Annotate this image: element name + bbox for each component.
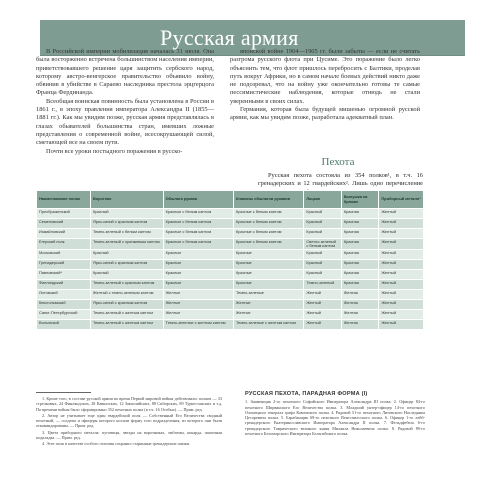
column-header: Лацкан bbox=[304, 191, 342, 209]
table-cell: Желтый bbox=[379, 290, 424, 300]
table-cell: Желтые bbox=[163, 290, 233, 300]
table-cell: Темно-зеленый с желтым кантом bbox=[90, 320, 163, 330]
table-cell: Финляндский bbox=[37, 280, 91, 290]
table-cell: Красная bbox=[341, 260, 379, 270]
footnote: 2. Автор не учитывает еще один гвардейский полк — Собственный Его Величества сводный пехотный, — солдаты и офицеры которого носили форму того подразделения, из которого они были откомандированы. — Прим. ред. bbox=[36, 412, 222, 429]
table-row bbox=[37, 239, 424, 250]
table-cell: Светло-зеленый с белым кантом bbox=[304, 239, 342, 250]
table-row bbox=[37, 250, 424, 260]
table-cell: Желтый bbox=[379, 300, 424, 310]
table-cell: Желтый bbox=[304, 310, 342, 320]
table-cell: Желтый bbox=[379, 260, 424, 270]
table-cell: Красный bbox=[90, 270, 163, 280]
table-cell: Желтый bbox=[379, 239, 424, 250]
table-cell: Санкт-Петербургский bbox=[37, 310, 91, 320]
table-cell: Темно-зеленый с красным кантом bbox=[90, 280, 163, 290]
table-cell: Желтый bbox=[379, 219, 424, 229]
table-row bbox=[37, 290, 424, 300]
table-cell: Темно-зеленый bbox=[304, 280, 342, 290]
section-heading: Пехота bbox=[321, 156, 355, 168]
page-title: Русская армия bbox=[160, 25, 299, 50]
table-cell: Желтая bbox=[341, 300, 379, 310]
table-cell: Ярко-синий с красным кантом bbox=[90, 260, 163, 270]
table-cell: Желтые bbox=[163, 300, 233, 310]
table-cell: Красный bbox=[304, 229, 342, 239]
table-cell: Темно-зеленые с желтым кантом bbox=[234, 320, 304, 330]
table-cell: Желтые bbox=[163, 310, 233, 320]
table-row bbox=[37, 300, 424, 310]
table-cell: Красные bbox=[163, 270, 233, 280]
table-cell: Красный bbox=[90, 209, 163, 219]
column-header: Приборный металл³ bbox=[379, 191, 424, 209]
table-cell: Егерский полк bbox=[37, 239, 91, 250]
table-cell: Темно-зеленые с желтым кантом bbox=[163, 320, 233, 330]
table-cell: Темно-зеленый с белым кантом bbox=[90, 229, 163, 239]
table-cell: Красные с белым кантом bbox=[163, 219, 233, 229]
caption-title: РУССКАЯ ПЕХОТА, ПАРАДНАЯ ФОРМА (I) bbox=[245, 391, 368, 397]
footnote: 4. Этот полк в качестве особого отличия сохранил старинные гренадерские шапки. bbox=[42, 441, 191, 447]
table-cell: Желтый bbox=[379, 310, 424, 320]
illustration-caption bbox=[245, 392, 425, 436]
table-cell: Желтый bbox=[304, 320, 342, 330]
paragraph: Почти все уроки постыдного поражения в русско- bbox=[46, 147, 183, 155]
table-cell: Красная bbox=[341, 229, 379, 239]
table-cell: Красные с белым кантом bbox=[234, 209, 304, 219]
table-row bbox=[37, 260, 424, 270]
table-cell: Красные bbox=[234, 250, 304, 260]
table-cell: Красные с белым кантом bbox=[234, 219, 304, 229]
table-cell: Красный bbox=[304, 250, 342, 260]
paragraph: Русская пехота состояла из 354 полков¹, в т.ч. 16 гренадерских и 12 гвардейских². Лишь одно перечисление bbox=[258, 172, 423, 188]
table-cell: Красный bbox=[304, 260, 342, 270]
table-cell: Желтые bbox=[234, 300, 304, 310]
footnote: 1. Кроме того, в составе русской армии во время Первой мировой войны действовали: полков — 33 стрелковых, 24 Финляндских, 28 Кавказских, 12 Закаспийских, 88 Сибирских, 89 Туркестанских и т.д. По времени войны было сформировано 352 пехотных полка (в т.ч. 16 Особых). — Прим. ред. bbox=[36, 396, 222, 412]
table-cell: Кексгольмский bbox=[37, 300, 91, 310]
table-cell: Желтая bbox=[341, 310, 379, 320]
column-header: Обшлага рукава bbox=[163, 191, 233, 209]
table-cell: Измайловский bbox=[37, 229, 91, 239]
table-cell: Красный bbox=[304, 209, 342, 219]
table-cell: Красные bbox=[234, 270, 304, 280]
left-column bbox=[36, 48, 214, 156]
table-cell: Литовский bbox=[37, 290, 91, 300]
table-cell: Желтый bbox=[379, 229, 424, 239]
table-row bbox=[37, 209, 424, 219]
table-cell: Ярко-синий с красным кантом bbox=[90, 300, 163, 310]
table-header-row bbox=[37, 191, 424, 209]
table-row bbox=[37, 310, 424, 320]
table-cell: Красные bbox=[163, 250, 233, 260]
table-cell: Желтый bbox=[379, 250, 424, 260]
table-cell: Московский bbox=[37, 250, 91, 260]
paragraph: Германия, которая была будущей мишенью огромной русской армии, как мы увидим позже, разработала адекватный план. bbox=[230, 106, 420, 122]
table-cell: Темно-зеленый с оранжевым кантом bbox=[90, 239, 163, 250]
footnote-divider bbox=[36, 392, 91, 393]
table-cell: Красные с белым кантом bbox=[234, 229, 304, 239]
table-cell: Красные с белым кантом bbox=[163, 229, 233, 239]
table-row bbox=[37, 270, 424, 280]
table-cell: Красный bbox=[304, 270, 342, 280]
table-cell: Красные bbox=[163, 280, 233, 290]
paragraph: Всеобщая воинская повинность была установлена в России в 1861 г., в эпоху правления императора Александра II (1855—1881 гг.). Как мы увидим позже, русская армия представлялась в глазах обывателей большинства стран, имевших ложные представления о современной войне, всесокрушающей силой, сметающей все на своем пути. bbox=[36, 97, 214, 147]
table-cell: Красная bbox=[341, 270, 379, 280]
table-cell: Гренадерский bbox=[37, 260, 91, 270]
table-row bbox=[37, 219, 424, 229]
table-cell: Желтый bbox=[379, 320, 424, 330]
table-cell: Желтый bbox=[304, 290, 342, 300]
table-cell: Красные с белым кантом bbox=[163, 239, 233, 250]
table-row bbox=[37, 229, 424, 239]
table-cell: Красный bbox=[90, 250, 163, 260]
table-cell: Ярко-синий с красным кантом bbox=[90, 219, 163, 229]
caption-text: 1. Знаменщик 2-го пехотного Софийского Императора Александра III полка. 2. Офицер 84-го пехотного Ширванского Его Величества полка. 3. Младший унтер-офицер 14-го пехотного Олонецкого генерала графа Каменского полка. 4. Рядовой 51-го пехотного Литовского Наследника Цесаревича полка. 5. Барабанщик 69-го пехотного Вентспилсского полка. 6. Офицер 1-го лейб-гренадерского Екатеринославского Императора Александра II полка. 7. Фельдфебель 6-го гренадерского Таврического великого князя Михаила Николаевича полка. 8. Рядовой 89-го пехотного Беломорского Императора Бельгийского полка. bbox=[245, 399, 425, 437]
table-cell: Желтый bbox=[379, 280, 424, 290]
table-cell: Желтый bbox=[379, 270, 424, 280]
table-cell: Темно-зеленый с желтым кантом bbox=[90, 310, 163, 320]
table-cell: Желтый bbox=[304, 300, 342, 310]
table-cell: Красные bbox=[163, 260, 233, 270]
table-cell: Красные bbox=[234, 260, 304, 270]
footnotes bbox=[36, 392, 222, 448]
table-cell: Красные с белым кантом bbox=[163, 209, 233, 219]
table-cell: Красная bbox=[341, 219, 379, 229]
table-cell: Желтый bbox=[379, 209, 424, 219]
table-cell: Желтые bbox=[234, 310, 304, 320]
table-cell: Красная bbox=[341, 250, 379, 260]
table-cell: Желтая bbox=[341, 320, 379, 330]
footnote: 3. Цвета приборного металла: пуговицы, звезды на воротниках, эмблемы, кокарда, шапочная подкладка. — Прим. ред. bbox=[36, 429, 222, 441]
column-header: Клапаны обшлагов рукавов bbox=[234, 191, 304, 209]
table-row bbox=[37, 320, 424, 330]
table-cell: Семеновский bbox=[37, 219, 91, 229]
table-row bbox=[37, 280, 424, 290]
table-cell: Красная bbox=[341, 280, 379, 290]
column-header: Воротник bbox=[90, 191, 163, 209]
table-cell: Красная bbox=[341, 209, 379, 219]
table-cell: Преображенский bbox=[37, 209, 91, 219]
right-column bbox=[230, 48, 420, 123]
column-header: Наименование полка bbox=[37, 191, 91, 209]
paragraph: японской войне 1904—1905 гг. были забыты — если не считать разгрома русского флота при Цусиме. Это поражение было легко объяснить тем, что флот пришлось перебросить с Балтики, проделав путь вокруг Африки, но в самом начале боевых действий никто даже не подозревал, что на войну уже окончательно готовы те самые пессимистические наблюдения, которые отнюдь не стали уверенными в своих силах. bbox=[230, 48, 420, 105]
table-cell: Красный bbox=[304, 219, 342, 229]
table-cell: Желтая bbox=[341, 290, 379, 300]
table-cell: Красные с белым кантом bbox=[234, 239, 304, 250]
table-cell: Павловский⁴ bbox=[37, 270, 91, 280]
table-cell: Волынский bbox=[37, 320, 91, 330]
table-cell: Красная bbox=[341, 239, 379, 250]
paragraph: В Российской империи мобилизация началась 31 июля. Она была восторженно встречена большинством населения империи, приветствовавшего решение царя защитить сербского народ, которому австро-венгерское правительство объявило войну, обвинив в убийстве в Сараево наследника престола эрцгерцога Франца Фердинанда. bbox=[36, 48, 214, 97]
uniform-table bbox=[36, 190, 424, 330]
table-cell: Темно-зеленые bbox=[234, 290, 304, 300]
table-cell: Красные bbox=[234, 280, 304, 290]
table-cell: Желтый с темно-зеленым кантом bbox=[90, 290, 163, 300]
column-header: Выпушка на брюках bbox=[341, 191, 379, 209]
